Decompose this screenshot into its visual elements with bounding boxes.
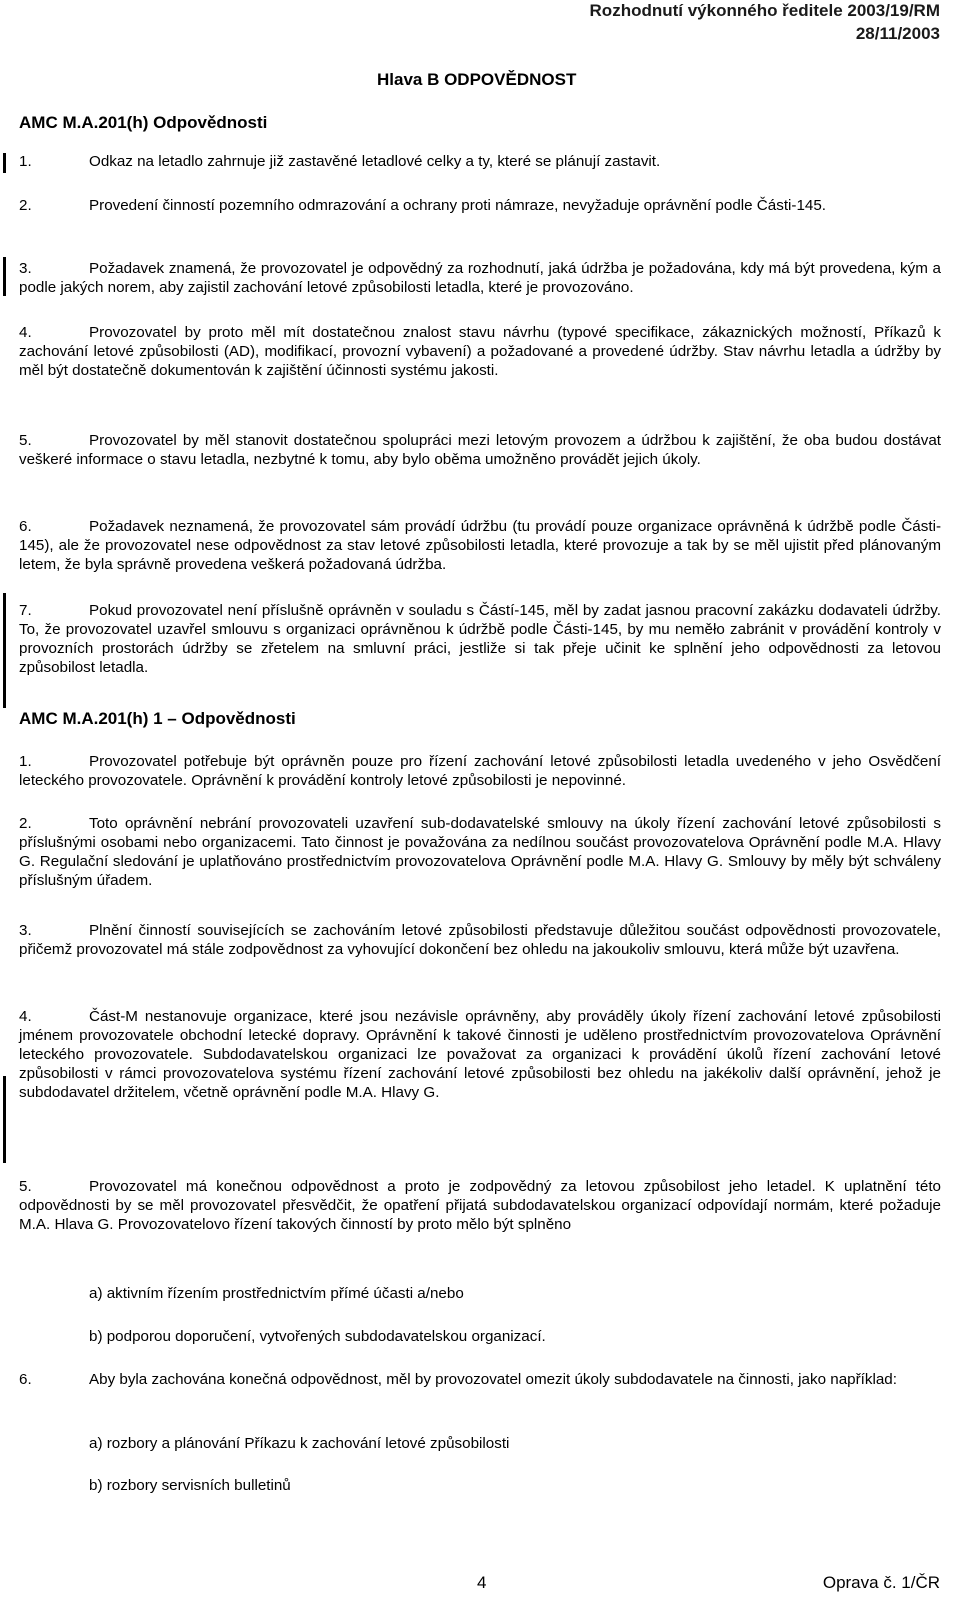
sub-item: b) podporou doporučení, vytvořených subdodavatelskou organizací. [89,1328,546,1345]
sub-item: a) aktivním řízením prostřednictvím přímé účasti a/nebo [89,1285,464,1302]
paragraph [19,323,941,380]
item-text: Provozovatel by měl stanovit dostatečnou spolupráci mezi letovým provozem a údržbou k zajištění, že oba budou dostávat veškeré informace o stavu letadla, nezbytné k tomu, aby bylo oběma umožněno provádět jejich úkoly. [19,432,941,468]
item-number: 6. [19,1371,32,1388]
item-text: Provozovatel má konečnou odpovědnost a proto je zodpovědný za letovou způsobilost jeho letadel. K uplatnění této odpovědnosti by se měl provozovatel přesvědčit, že opatření přijatá subdodavatelskou organizací odpovídají normám, které požaduje M.A. Hlava G. Provozovatelovo řízení takových činností by proto mělo být splněno [19,1178,941,1233]
item-number: 5. [19,1178,32,1195]
paragraph [19,431,941,469]
item-number: 7. [19,602,32,619]
revision-bar [3,257,6,296]
section-heading: AMC M.A.201(h) 1 – Odpovědnosti [19,709,296,728]
item-text: Provedení činností pozemního odmrazování a ochrany proti námraze, nevyžaduje oprávnění podle Části-145. [89,197,827,214]
document-header-title: Rozhodnutí výkonného ředitele 2003/19/RM [589,1,940,20]
paragraph [19,752,941,790]
item-number: 1. [19,153,32,170]
paragraph [19,1007,941,1102]
paragraph [19,1370,941,1389]
item-number: 3. [19,260,32,277]
revision-bar [3,153,6,173]
item-text: Požadavek neznamená, že provozovatel sám provádí údržbu (tu provádí pouze organizace oprávněná k údržbě podle Části-145), ale že provozovatel nese odpovědnost za stav letové způsobilosti letadla, které provozuje a tak by se měl ujistit před plánovaným letem, že byla správně provedena veškerá požadovaná údržba. [19,518,941,573]
paragraph [19,921,941,959]
revision-bar [3,593,6,708]
item-number: 4. [19,1008,32,1025]
item-text: Aby byla zachována konečná odpovědnost, měl by provozovatel omezit úkoly subdodavatele na činnosti, jako například: [89,1371,897,1388]
item-text: Požadavek znamená, že provozovatel je odpovědný za rozhodnutí, jaká údržba je požadována, kdy má být provedena, kým a podle jakých norem, aby zajistil zachování letové způsobilosti letadla, které je provozováno. [19,260,941,296]
paragraph [19,259,941,297]
item-number: 3. [19,922,32,939]
item-number: 2. [19,815,32,832]
paragraph [19,196,941,215]
item-text: Plnění činností souvisejících se zachováním letové způsobilosti představuje důležitou součást odpovědnosti provozovatele, přičemž provozovatel má stále zodpovědnost za vyhovující dokončení bez ohledu na jakoukoliv smlouvu, která může být uzavřena. [19,922,941,958]
paragraph [19,814,941,890]
sub-item: a) rozbory a plánování Příkazu k zachování letové způsobilosti [89,1435,510,1452]
item-number: 5. [19,432,32,449]
sub-item: b) rozbory servisních bulletinů [89,1477,291,1494]
document-header-date: 28/11/2003 [855,24,940,43]
item-number: 4. [19,324,32,341]
section-heading: AMC M.A.201(h) Odpovědnosti [19,113,268,132]
item-text: Toto oprávnění nebrání provozovateli uzavření sub-dodavatelské smlouvy na úkoly řízení zachování letové způsobilosti s příslušnými osobami nebo organizacemi. Tato činnost je považována za nedílnou součást provozovatelova Oprávnění podle M.A. Hlavy G. Regulační sledování je uplatňováno prostřednictvím provozovatelova Oprávnění podle M.A. Hlavy G. Smlouvy by měly být schváleny příslušným úřadem. [19,815,941,889]
item-number: 6. [19,518,32,535]
item-text: Provozovatel by proto měl mít dostatečnou znalost stavu návrhu (typové specifikace, zákaznických možností, Příkazů k zachování letové způsobilosti (AD), modifikací, provozní vybavení) a požadované a provedené údržby. Stav návrhu letadla a údržby by měl být dostatečně dokumentován k zajištění účinnosti systému jakosti. [19,324,941,379]
revision-label: Oprava č. 1/ČR [822,1573,940,1592]
item-text: Část-M nestanovuje organizace, které jsou nezávisle oprávněny, aby prováděly úkoly řízení zachování letové způsobilosti jménem provozovatele obchodní letecké dopravy. Oprávnění k takové činnosti je uděleno prostřednictvím provozovatelova Oprávnění leteckého provozovatele. Subdodavatelskou organizaci lze považovat za organizaci k provádění úkolů řízení zachování letové způsobilosti v rámci provozovatelova systému řízení zachování letové způsobilosti bez ohledu na jakékoliv další oprávnění, jehož je subdodavatel držitelem, včetně oprávnění podle M.A. Hlavy G. [19,1008,941,1101]
item-text: Provozovatel potřebuje být oprávněn pouze pro řízení zachování letové způsobilosti letadla uvedeného v jeho Osvědčení leteckého provozovatele. Oprávnění k provádění kontroly letové způsobilosti je nepovinné. [19,753,941,789]
item-text: Odkaz na letadlo zahrnuje již zastavěné letadlové celky a ty, které se plánují zastavit. [89,153,661,170]
paragraph [19,601,941,677]
page-number: 4 [477,1573,487,1592]
revision-bar [3,1076,6,1163]
chapter-title: Hlava B ODPOVĚDNOST [377,70,577,89]
paragraph [19,1177,941,1234]
paragraph [19,152,941,171]
item-text: Pokud provozovatel není příslušně oprávněn v souladu s Částí-145, měl by zadat jasnou pracovní zakázku dodavateli údržby. To, že provozovatel uzavřel smlouvu s organizaci oprávněnou k údržbě podle Části-145, by mu neměło zabránit v provádění kontroly v provozních prostorách údržby se zřetelem na smluvní práci, jestliže si tak přeje učinit ke splnění jeho odpovědnosti za letovou způsobilost letadla. [19,602,941,676]
item-number: 1. [19,753,32,770]
item-number: 2. [19,197,32,214]
paragraph [19,517,941,574]
